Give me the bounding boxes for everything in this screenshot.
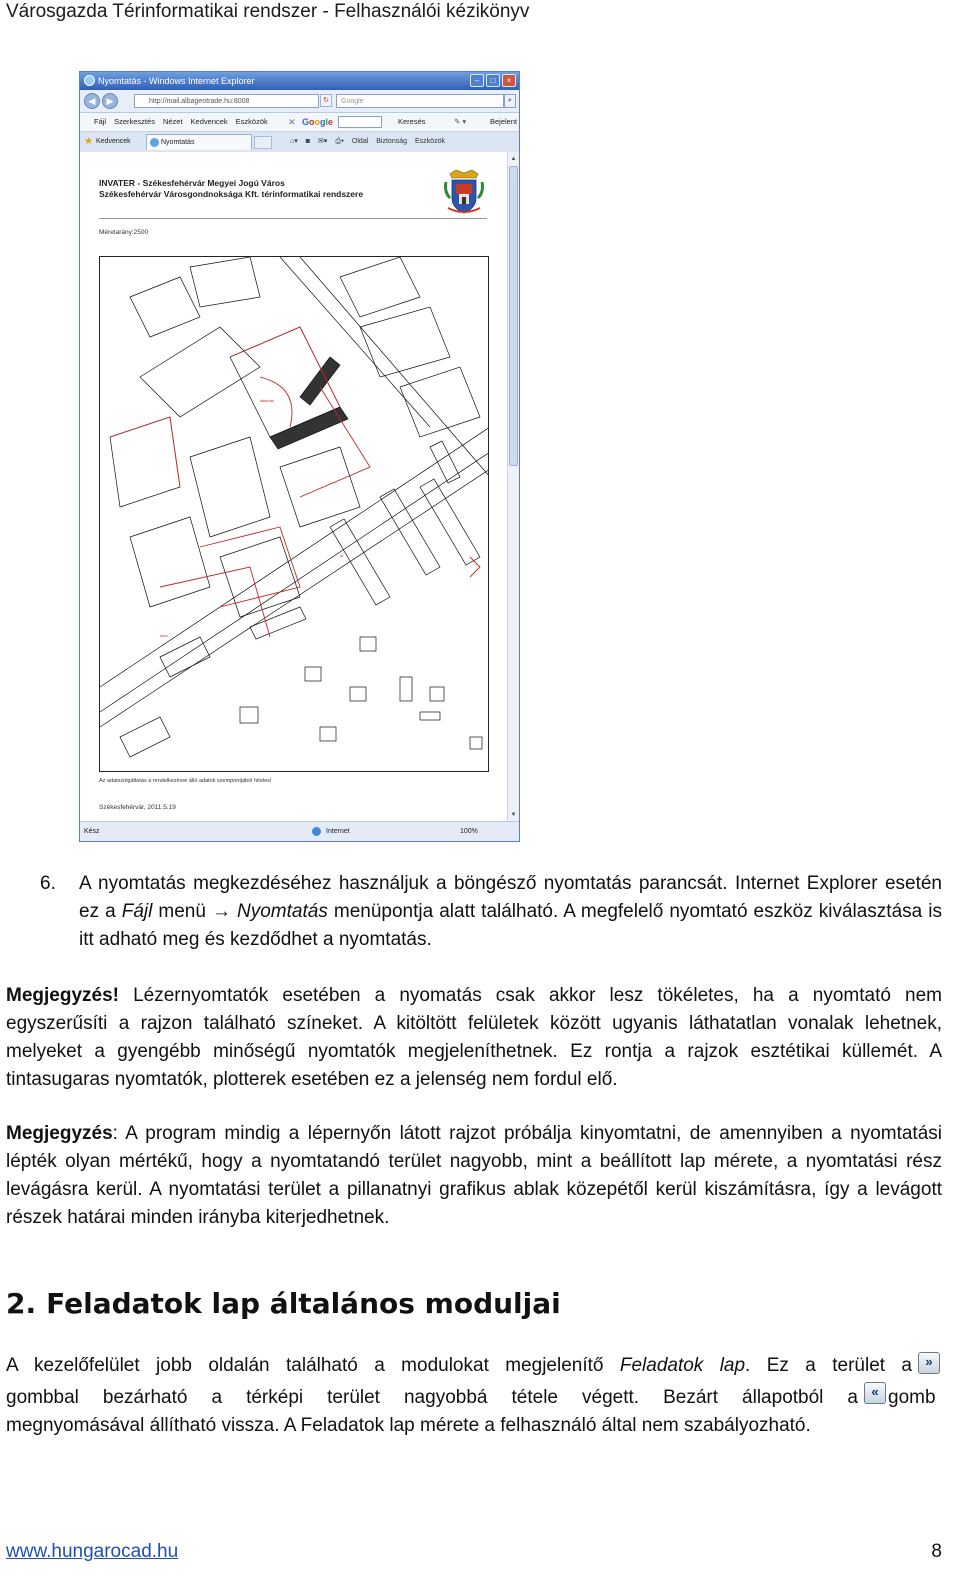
scroll-down-icon[interactable]: ▼	[510, 812, 517, 818]
coat-of-arms-logo	[442, 168, 486, 216]
item6-text-c: menüpontja alatt található. A megfelelő nyomtató eszköz kiválasztása is itt adható meg és kezdődhet a nyomtatás.	[79, 901, 942, 950]
forward-arrow-icon[interactable]: ▶	[102, 93, 118, 109]
print-page-title	[99, 178, 363, 200]
ie-screenshot	[79, 71, 520, 842]
ie-statusbar	[80, 821, 519, 841]
svg-text:út: út	[340, 553, 344, 558]
page-icon	[150, 138, 159, 147]
print-divider	[99, 218, 487, 219]
section-number: 2.	[6, 1287, 37, 1320]
note-paragraph-2	[6, 1120, 942, 1232]
para3-line3	[6, 1412, 912, 1440]
svg-text:utca: utca	[160, 633, 168, 638]
refresh-icon[interactable]: ↻	[320, 94, 332, 107]
note2-label: Megjegyzés	[6, 1123, 113, 1144]
ie-scrollbar[interactable]	[507, 152, 519, 822]
security-zone	[312, 822, 350, 841]
list-number: 6.	[40, 873, 56, 894]
cadastral-map	[99, 256, 489, 772]
list-text	[79, 870, 942, 954]
ie-window-title: Nyomtatás - Windows Internet Explorer	[98, 76, 255, 86]
cmd-safety[interactable]: Biztonság	[376, 138, 408, 145]
feladatok-paragraph	[6, 1352, 912, 1440]
rss-icon[interactable]: ◙	[305, 138, 310, 145]
scroll-thumb[interactable]	[509, 166, 518, 466]
note-paragraph-1	[6, 982, 942, 1094]
menu-edit[interactable]: Szerkesztés	[114, 117, 155, 126]
toolbar-close-icon[interactable]: ✕	[288, 117, 296, 127]
item6-text-a: A nyomtatás megkezdéséhez használjuk a böngésző nyomtatás parancsát. Internet Explorer esetén ez a	[79, 873, 942, 922]
ie-menu-bar	[80, 113, 519, 132]
para3-italic: Feladatok lap	[619, 1355, 746, 1376]
star-icon: ★	[84, 136, 93, 147]
section-heading	[6, 1286, 561, 1322]
page-number: 8	[931, 1541, 942, 1562]
tab-label: Nyomtatás	[161, 139, 195, 146]
note1-label: Megjegyzés!	[6, 985, 119, 1006]
print-title-line1: INVATER - Székesfehérvár Megyei Jogú Város	[99, 178, 285, 188]
para3-line1	[6, 1352, 912, 1380]
para3-text-b: . Ez a terület a	[745, 1355, 912, 1376]
zoom-level[interactable]: 100%	[460, 828, 478, 835]
close-icon[interactable]: ×	[502, 74, 516, 87]
minimize-icon[interactable]: –	[470, 74, 484, 87]
ie-tab-row	[80, 132, 519, 153]
google-toolbar-logo: Google	[302, 117, 334, 127]
status-text: Kész	[84, 828, 100, 835]
search-icon[interactable]: ⌕	[504, 94, 516, 108]
expand-panel-button[interactable]: »	[918, 1352, 940, 1374]
google-search-button[interactable]: Keresés	[398, 117, 426, 126]
ie-logo-icon	[84, 75, 95, 86]
ie-titlebar	[80, 72, 519, 90]
svg-text:lakóház: lakóház	[260, 398, 274, 403]
favorites-label: Kedvencek	[96, 138, 131, 145]
para3-text-e: megnyomásával állítható vissza. A Feladatok lap mérete a felhasználó által nem szabályozható.	[6, 1415, 811, 1436]
document-header: Városgazda Térinformatikai rendszer - Felhasználói kézikönyv	[6, 1, 530, 22]
print-disclaimer: Az adatszolgáltatás a rendelkezésre álló adatok szempontjából hiteles!	[99, 778, 272, 784]
cmd-page[interactable]: Oldal	[351, 138, 369, 145]
collapse-panel-button[interactable]: «	[864, 1382, 886, 1404]
back-arrow-icon[interactable]: ◀	[84, 93, 100, 109]
print-title-line2: Székesfehérvár Városgondnoksága Kft. térinformatikai rendszere	[99, 189, 364, 199]
ie-address-row	[80, 90, 519, 113]
menu-tools[interactable]: Eszközök	[235, 117, 268, 126]
cmd-tools[interactable]: Eszközök	[415, 138, 445, 145]
scroll-up-icon[interactable]: ▲	[510, 156, 517, 162]
mail-icon[interactable]: ✉▾	[317, 138, 328, 145]
menu-favorites[interactable]: Kedvencek	[190, 117, 228, 126]
map-drawing	[100, 257, 489, 772]
browser-search-input[interactable]: Google	[336, 94, 504, 108]
print-date: Székesfehérvár, 2011.5.19	[99, 804, 176, 811]
menu-file[interactable]: Fájl	[94, 117, 107, 126]
new-tab-button[interactable]	[254, 136, 272, 149]
footer-website-link[interactable]: www.hungarocad.hu	[6, 1541, 179, 1562]
tab-nyomtatas[interactable]	[146, 134, 252, 150]
para3-gomb: gomb	[888, 1387, 936, 1408]
item6-nyomtatas: Nyomtatás	[237, 901, 328, 922]
para3-text-a: A kezelőfelület jobb oldalán található a modulokat megjelenítő	[6, 1355, 620, 1376]
toolbar-tools-icon[interactable]: ✎ ▾	[454, 117, 467, 126]
note2-text: : A program mindig a lépernyőn látott rajzot próbálja kinyomtatni, de amennyiben a nyomtatási lépték olyan mértékű, hogy a nyomtatandó terület nagyobb, mint a beállított lap mérete, a nyomtatási rész levágásra kerül. A nyomtatási terület a pillanatnyi grafikus ablak közepétől kerül kiszámításra, így a levágott részek határai minden irányba kiterjedhetnek.	[6, 1123, 942, 1228]
note1-text: Lézernyomtatók esetében a nyomatás csak akkor lesz tökéletes, ha a nyomtató nem egyszerűsíti a rajzon található színeket. A kitöltött felületek között ugyanis láthatatlan vonalak lehetnek, melyeket a gyengébb minőségű nyomtatók megjeleníthetnek. Ez rontja a rajzok esztétikai küllemét. A tintasugaras nyomtatók, plotterek esetében ez a jelenség nem fordul elő.	[6, 985, 942, 1090]
home-icon[interactable]: ⌂▾	[290, 138, 298, 145]
favorites-button[interactable]	[84, 135, 135, 149]
print-scale: Méretarány:2500	[99, 229, 149, 236]
sign-in-button[interactable]: Bejelent	[490, 117, 518, 126]
menu-view[interactable]: Nézet	[162, 117, 183, 126]
para3-line2	[6, 1384, 858, 1412]
item6-fajl: Fájl	[121, 901, 153, 922]
google-toolbar-input[interactable]	[338, 116, 382, 128]
item6-text-b: menü	[152, 901, 212, 922]
ie-page-content	[80, 152, 507, 822]
arrow-right-icon: →	[211, 901, 231, 922]
maximize-icon[interactable]: □	[486, 74, 500, 87]
para3-text-c: gombbal bezárható a térképi terület nagyobbá tétele végett. Bezárt állapotból a	[6, 1387, 858, 1408]
section-title: Feladatok lap általános moduljai	[46, 1287, 561, 1320]
address-bar[interactable]: http://mail.albageotrade.hu:8008	[134, 94, 319, 108]
zone-label: Internet	[326, 828, 350, 835]
print-icon[interactable]: ⎙▾	[335, 138, 344, 145]
globe-icon	[312, 827, 321, 836]
